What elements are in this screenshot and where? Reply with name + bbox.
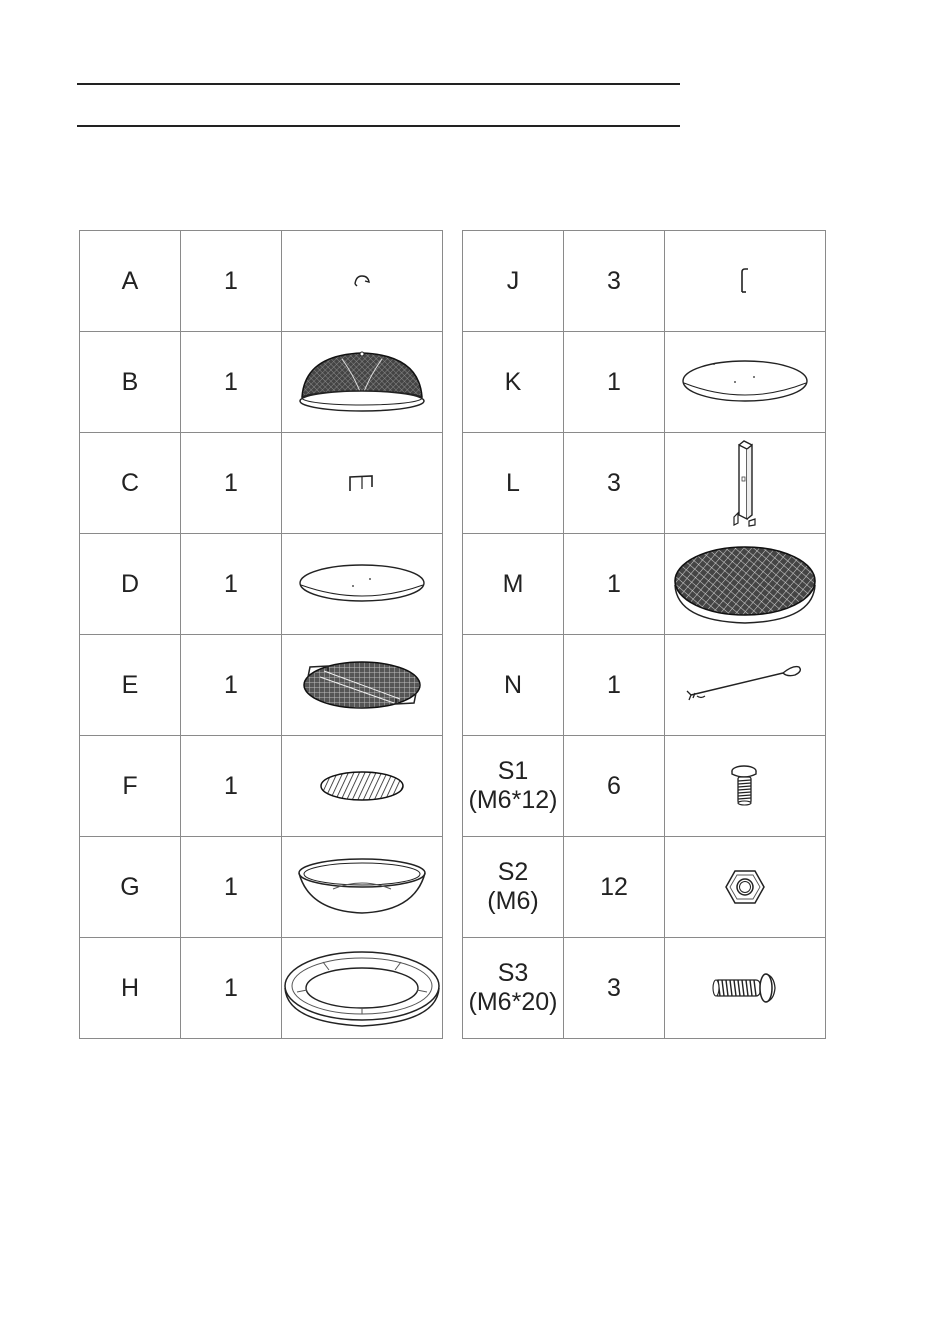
table-row [463, 534, 826, 635]
part-code: S1 [497, 757, 529, 785]
table-row [463, 736, 826, 837]
log-grate-icon [317, 768, 407, 804]
lid-handle-icon [347, 271, 377, 291]
fire-bowl-icon [295, 855, 429, 919]
table-row [463, 938, 826, 1039]
flat-disc-icon [680, 359, 810, 405]
part-quantity: 1 [564, 332, 665, 433]
table-row [80, 837, 443, 938]
part-spec: (M6*20) [468, 988, 558, 1016]
parts-table-right [462, 230, 826, 1039]
part-quantity: 1 [181, 534, 282, 635]
part-quantity: 3 [564, 938, 665, 1039]
part-code: N [503, 670, 523, 699]
flat-disc-icon [297, 563, 427, 605]
mesh-panel-icon [671, 541, 819, 627]
part-quantity: 1 [181, 231, 282, 332]
part-letter: G [80, 837, 181, 938]
long-bolt-icon [708, 968, 782, 1008]
screen-handle-icon [342, 471, 382, 495]
table-row [80, 635, 443, 736]
table-row [463, 635, 826, 736]
header-rule-bottom [77, 125, 680, 127]
part-quantity: 1 [181, 736, 282, 837]
table-row [463, 231, 826, 332]
table-row [463, 433, 826, 534]
table-row [463, 837, 826, 938]
table-row [463, 332, 826, 433]
leg-icon [725, 437, 765, 529]
table-row [80, 938, 443, 1039]
table-row [80, 433, 443, 534]
cooking-grate-icon [294, 657, 430, 713]
part-quantity: 1 [181, 837, 282, 938]
poker-icon [683, 663, 807, 707]
part-quantity: 3 [564, 433, 665, 534]
part-spec: (M6) [487, 887, 539, 915]
parts-table-left [79, 230, 443, 1039]
part-letter: H [80, 938, 181, 1039]
part-letter: D [80, 534, 181, 635]
header-rule-top [77, 83, 680, 85]
part-quantity: 12 [564, 837, 665, 938]
part-quantity: 3 [564, 231, 665, 332]
surround-ring-icon [283, 946, 441, 1030]
part-code: L [506, 468, 520, 497]
part-quantity: 6 [564, 736, 665, 837]
part-letter: F [80, 736, 181, 837]
part-letter: C [80, 433, 181, 534]
table-row [80, 736, 443, 837]
part-code: J [506, 266, 520, 295]
table-row [80, 332, 443, 433]
short-bolt-icon [727, 763, 763, 809]
part-code: K [504, 367, 522, 396]
part-code: S3 [497, 959, 529, 987]
part-quantity: 1 [181, 635, 282, 736]
part-spec: (M6*12) [468, 786, 558, 814]
hex-nut-icon [723, 867, 767, 907]
part-quantity: 1 [181, 938, 282, 1039]
table-row [80, 231, 443, 332]
hook-icon [735, 266, 755, 296]
part-quantity: 1 [181, 433, 282, 534]
part-quantity: 1 [181, 332, 282, 433]
table-row [80, 534, 443, 635]
spark-screen-dome-icon [297, 347, 427, 417]
part-code: S2 [497, 858, 529, 886]
part-code: M [502, 569, 524, 598]
part-letter: B [80, 332, 181, 433]
part-letter: E [80, 635, 181, 736]
part-letter: A [80, 231, 181, 332]
part-quantity: 1 [564, 635, 665, 736]
part-quantity: 1 [564, 534, 665, 635]
